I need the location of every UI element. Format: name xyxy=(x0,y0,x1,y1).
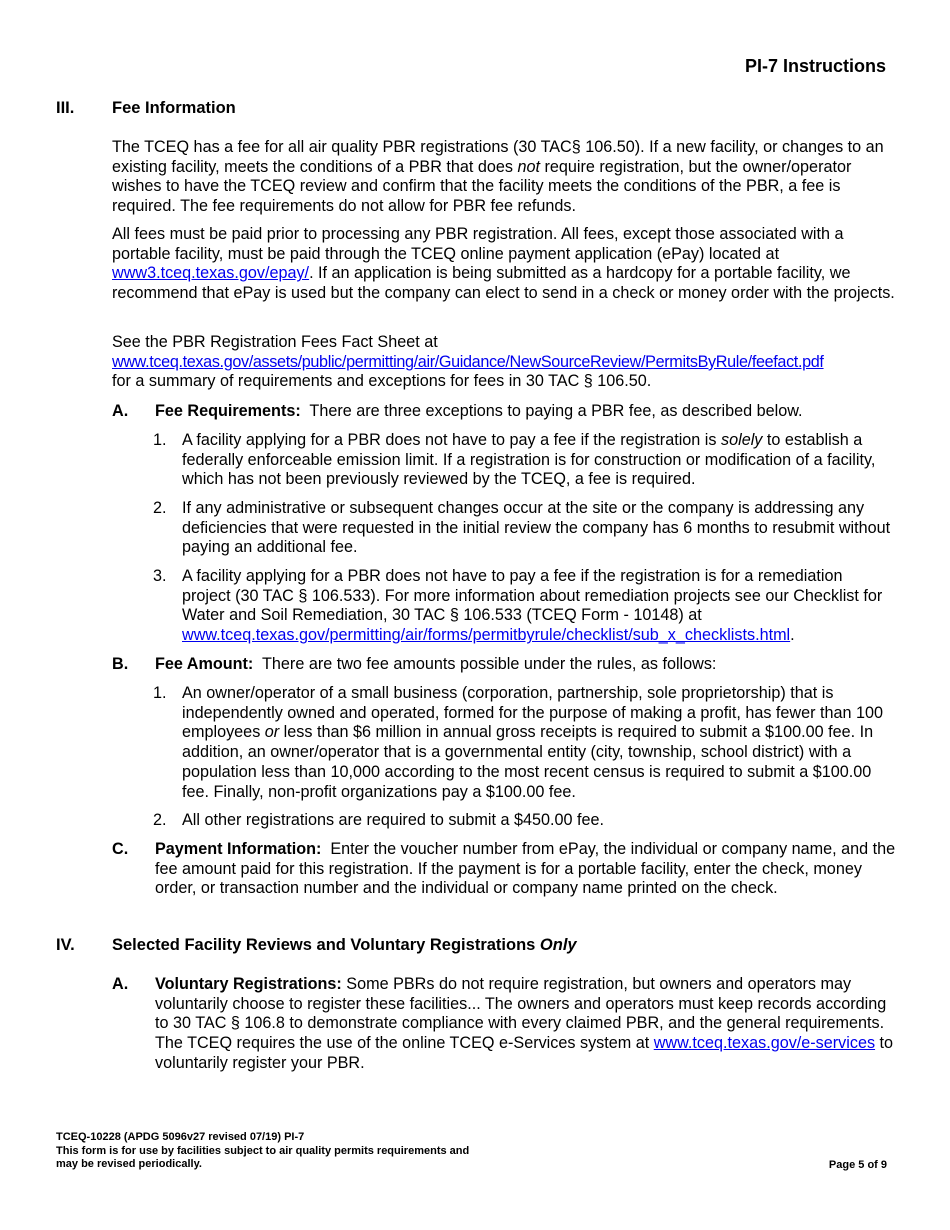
footer-note-line-2: may be revised periodically. xyxy=(56,1158,202,1170)
section-3-number: III. xyxy=(56,99,75,117)
fee-info-paragraph-3: See the PBR Registration Fees Fact Sheet at www.tceq.texas.gov/assets/public/permitting/air/Guidance/NewSourceReview/PermitsByRule/feefact.pdf for a summary of requirements and exceptions for fees in 30 TAC § 106.50. xyxy=(112,333,824,391)
payment-information-heading: Payment Information: xyxy=(155,840,322,858)
item-letter: A. xyxy=(112,402,129,420)
form-footer xyxy=(56,1131,469,1172)
fee-requirements-heading: Fee Requirements: xyxy=(155,402,301,420)
section-4-heading: IV. Selected Facility Reviews and Voluntary Registrations Only xyxy=(56,936,577,954)
fee-info-paragraph-1: The TCEQ has a fee for all air quality PBR registrations (30 TAC§ 106.50). If a new facility, or changes to an existing facility, meets the conditions of a PBR that does not require registration, but the owner/operator wishes to have the TCEQ review and confirm that the facility meets the conditions of the PBR, a fee is required. The fee requirements do not allow for PBR fee refunds. xyxy=(112,138,884,216)
section-4-number: IV. xyxy=(56,936,75,954)
voluntary-registrations-heading: Voluntary Registrations: xyxy=(155,975,342,993)
remediation-checklist-link[interactable]: www.tceq.texas.gov/permitting/air/forms/permitbyrule/checklist/sub_x_checklists.html xyxy=(182,626,791,645)
item-letter: C. xyxy=(112,840,129,858)
fee-info-paragraph-2: All fees must be paid prior to processing any PBR registration. All fees, except those associated with a portable facility, must be paid through the TCEQ online payment application (ePay) located at www3.tceq.texas.gov/epay/. If an application is being submitted as a hardcopy for a portable facility, we recommend that ePay is used but the company can elect to send in a check or money order with the projects. xyxy=(112,225,895,303)
footer-note-line-1: This form is for use by facilities subject to air quality permits requirements and xyxy=(56,1144,470,1157)
item-letter: A. xyxy=(112,975,129,993)
document-page: PI-7 Instructions III. Fee Information The TCEQ has a fee for all air quality PBR registrations (30 TAC§ 106.50). If a new facility, or changes to an existing facility, meets the conditions of a PBR that does not require registration, but the owner/operator wishes to have the TCEQ review and confirm that the facility meets the conditions of the PBR, a fee is required. The fee requirements do not allow for PBR fee refunds. All fees must be paid prior to processing any PBR registration. All fees, except those associated with a portable facility, must be paid through the TCEQ online payment application (ePay) located at www3.tceq.texas.gov/epay/. If an application is being submitted as a hardcopy for a portable facility, we recommend that ePay is used but the company can elect to send in a check or money order with the projects. See the PBR Registration Fees Fact Sheet at www.tceq.texas.gov/assets/public/permitting/air/Guidance/NewSourceReview/PermitsByRule/feefact.pdf for a summary of requirements and exceptions for fees in 30 TAC § 106.50. A. Fee Requirements: There are three exceptions to paying a PBR fee, as described below. 1. A facility applying for a PBR does not have to pay a fee if the registration is solely to establish a federally enforceable emission limit. If a registration is for construction or modification of a facility, which has not been previously reviewed by the TCEQ, a fee is required. 2. If any administrative or subsequent changes occur at the site or the company is addressing any deficiencies that were requested in the initial review the company has 6 months to resubmit without paying an additional fee. 3. A facility applying for a PBR does not have to pay a fee if the registration is for a remediation project (30 TAC § 106.533). For more information about remediation projects see our Checklist for Water and Soil Remediation, 30 TAC § 106.533 (TCEQ Form - 10148) at www.tceq.texas.gov/permitting/air/forms/permitbyrule/checklist/sub_x_checklists.html. B. Fee Amount: There are two fee amounts possible under the rules, as follows: 1. An owner/operator of a small business (corporation, partnership, sole proprietorship) that is independently owned and operated, formed for the purpose of making a profit, has fewer than 100 employees or less than $6 million in annual gross receipts is required to submit a $100.00 fee. In addition, an owner/operator that is a governmental entity (city, township, school district) with a population less than 10,000 according to the most recent census is required to submit a $100.00 fee. Finally, non-profit organizations pay a $100.00 fee. 2. All other registrations are required to submit a $450.00 fee. C. Payment Information: Enter the voucher number from ePay, the individual or company name, and the fee amount paid for this registration. If the payment is for a portable facility, enter the check, money order, or transaction number and the individual or company name printed on the check. IV. Selected Facility Reviews and Voluntary Registrations Only A. Voluntary Registrations: Some PBRs do not require registration, but owners and operators may voluntarily choose to register these facilities... The owners and operators must keep records according to 30 TAC § 106.8 to demonstrate compliance with every claimed PBR, and the general requirements. The TCEQ requires the use of the online TCEQ e-Services system at www.tceq.texas.gov/e-services to voluntarily register your PBR. TCEQ-10228 (APDG 5096v27 revised 07/19) PI-7 This form is for use by facilities subject to air quality permits requirements and may be revised periodically. Page 5 of 9 xyxy=(0,0,950,1230)
item-letter: B. xyxy=(112,655,129,673)
section-3-heading xyxy=(56,99,236,118)
page-header-title: PI-7 Instructions xyxy=(744,56,886,76)
fee-amount-heading: Fee Amount: xyxy=(155,655,254,673)
epay-link[interactable]: www3.tceq.texas.gov/epay/ xyxy=(112,264,310,283)
section-3-title: Fee Information xyxy=(112,99,236,117)
form-number: TCEQ-10228 (APDG 5096v27 revised 07/19) PI-7 xyxy=(56,1131,305,1143)
e-services-link[interactable]: www.tceq.texas.gov/e-services xyxy=(653,1034,876,1053)
page-number: Page 5 of 9 xyxy=(828,1159,887,1171)
section-4-title: Selected Facility Reviews and Voluntary Registrations xyxy=(112,936,540,954)
fee-fact-sheet-link[interactable]: www.tceq.texas.gov/assets/public/permitting/air/Guidance/NewSourceReview/PermitsByRule/feefact.pdf xyxy=(112,352,824,371)
